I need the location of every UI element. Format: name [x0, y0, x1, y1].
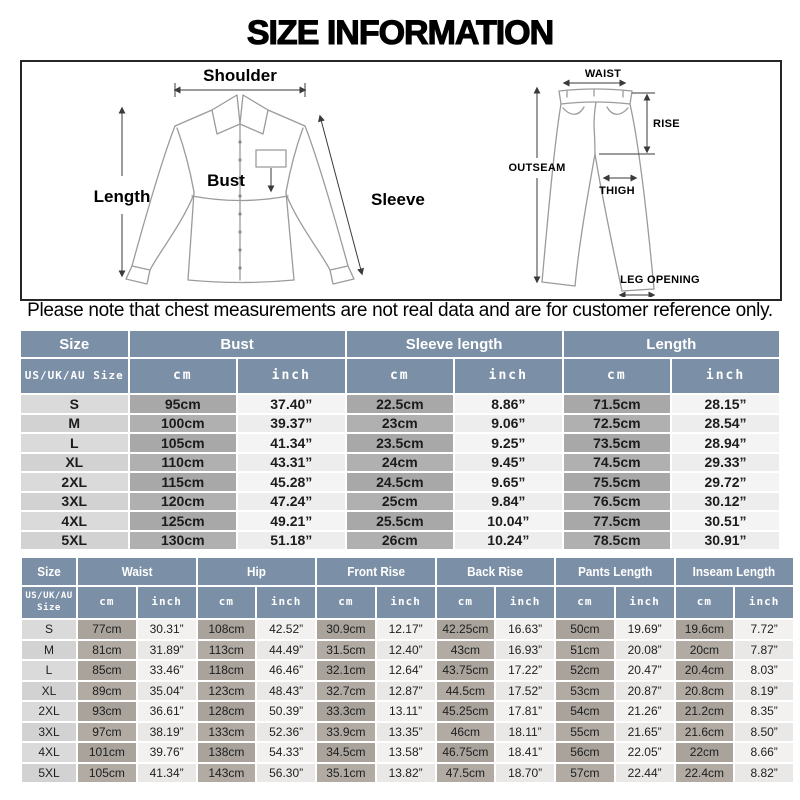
measurement-cell: 28.94”: [672, 434, 779, 452]
measurement-cell: 13.58”: [377, 743, 435, 762]
measurement-cell: 73.5cm: [564, 434, 671, 452]
measurement-cell: 7.87”: [735, 641, 793, 660]
measurement-cell: 47.24”: [238, 493, 345, 511]
measurement-cell: 101cm: [78, 743, 136, 762]
reference-note: Please note that chest measurements are not real data and are for customer reference only.: [27, 300, 773, 321]
measurement-cell: 93cm: [78, 702, 136, 721]
thigh-label: THIGH: [599, 185, 635, 197]
subheader-cm: cm: [564, 359, 671, 393]
measurement-cell: 45.28”: [238, 473, 345, 491]
leg-opening-label: LEG OPENING: [620, 274, 700, 286]
measurement-cell: 47.5cm: [437, 764, 495, 783]
measurement-cell: 31.5cm: [317, 641, 375, 660]
measurement-cell: 48.43”: [257, 682, 315, 701]
measurement-cell: 105cm: [78, 764, 136, 783]
measurement-cell: 10.04”: [455, 512, 562, 530]
measurement-cell: 24.5cm: [347, 473, 454, 491]
measurement-cell: 35.1cm: [317, 764, 375, 783]
subheader-cm: cm: [78, 587, 136, 618]
measurement-cell: 24cm: [347, 454, 454, 472]
col-header-back-rise: Back Rise: [437, 558, 555, 585]
measurement-cell: 95cm: [130, 395, 237, 413]
table-row: [22, 661, 793, 680]
size-cell: 5XL: [21, 532, 128, 550]
size-cell: 5XL: [22, 764, 76, 783]
measurement-cell: 16.63”: [496, 620, 554, 639]
size-cell: M: [22, 641, 76, 660]
measurement-cell: 29.72”: [672, 473, 779, 491]
subheader-cm: cm: [437, 587, 495, 618]
measurement-cell: 54cm: [556, 702, 614, 721]
subheader-cm: cm: [317, 587, 375, 618]
table-row: [21, 532, 779, 550]
measurement-cell: 45.25cm: [437, 702, 495, 721]
measurement-cell: 8.66”: [735, 743, 793, 762]
size-cell: S: [21, 395, 128, 413]
measurement-cell: 53cm: [556, 682, 614, 701]
measurement-cell: 77cm: [78, 620, 136, 639]
bust-label: Bust: [207, 171, 245, 190]
measurement-cell: 17.52”: [496, 682, 554, 701]
measurement-cell: 9.84”: [455, 493, 562, 511]
measurement-cell: 25cm: [347, 493, 454, 511]
col-header-bust: Bust: [130, 331, 345, 357]
measurement-cell: 42.25cm: [437, 620, 495, 639]
measurement-cell: 30.91”: [672, 532, 779, 550]
table-row: [22, 641, 793, 660]
table-row: [22, 702, 793, 721]
measurement-cell: 19.6cm: [676, 620, 734, 639]
size-cell: XL: [21, 454, 128, 472]
shirt-size-table: [19, 329, 781, 551]
measurement-cell: 33.9cm: [317, 723, 375, 742]
measurement-cell: 39.37”: [238, 415, 345, 433]
table-row: [21, 454, 779, 472]
measurement-cell: 20.47”: [616, 661, 674, 680]
col-header-inseam-length: Inseam Length: [676, 558, 794, 585]
measurement-cell: 8.35”: [735, 702, 793, 721]
measurement-cell: 52.36”: [257, 723, 315, 742]
measurement-cell: 9.65”: [455, 473, 562, 491]
measurement-cell: 35.04”: [138, 682, 196, 701]
measurement-cell: 105cm: [130, 434, 237, 452]
subheader-cm: cm: [556, 587, 614, 618]
subheader-cm: cm: [198, 587, 256, 618]
table-row: [21, 395, 779, 413]
table-row: [22, 743, 793, 762]
measurement-cell: 55cm: [556, 723, 614, 742]
measurement-cell: 78.5cm: [564, 532, 671, 550]
measurement-cell: 49.21”: [238, 512, 345, 530]
size-cell: L: [21, 434, 128, 452]
measurement-cell: 54.33”: [257, 743, 315, 762]
measurement-cell: 20.87”: [616, 682, 674, 701]
measurement-cell: 72.5cm: [564, 415, 671, 433]
measurement-cell: 18.11”: [496, 723, 554, 742]
table-row: [21, 473, 779, 491]
measurement-cell: 28.54”: [672, 415, 779, 433]
subheader-inch: inch: [138, 587, 196, 618]
measurement-cell: 43.75cm: [437, 661, 495, 680]
subheader-inch: inch: [672, 359, 779, 393]
measurement-cell: 13.82”: [377, 764, 435, 783]
measurement-cell: 34.5cm: [317, 743, 375, 762]
measurement-cell: 23cm: [347, 415, 454, 433]
col-header-front-rise: Front Rise: [317, 558, 435, 585]
measurement-cell: 37.40”: [238, 395, 345, 413]
measurement-cell: 118cm: [198, 661, 256, 680]
table-row: [22, 682, 793, 701]
measurement-cell: 17.81”: [496, 702, 554, 721]
measurement-cell: 22.05”: [616, 743, 674, 762]
measurement-cell: 125cm: [130, 512, 237, 530]
length-label: Length: [93, 187, 151, 206]
col-header-hip: Hip: [198, 558, 316, 585]
table-row: [21, 493, 779, 511]
measurement-cell: 20.08”: [616, 641, 674, 660]
subheader-inch: inch: [377, 587, 435, 618]
measurement-cell: 32.7cm: [317, 682, 375, 701]
measurement-cell: 8.19”: [735, 682, 793, 701]
measurement-cell: 23.5cm: [347, 434, 454, 452]
table-row: [22, 620, 793, 639]
measurement-cell: 8.86”: [455, 395, 562, 413]
measurement-cell: 22.44”: [616, 764, 674, 783]
measurement-cell: 51cm: [556, 641, 614, 660]
measurement-cell: 12.87”: [377, 682, 435, 701]
measurement-cell: 20.8cm: [676, 682, 734, 701]
measurement-cell: 71.5cm: [564, 395, 671, 413]
measurement-cell: 113cm: [198, 641, 256, 660]
subheader-size-standard: US/UK/AU Size: [21, 359, 128, 393]
measurement-cell: 9.45”: [455, 454, 562, 472]
measurement-cell: 17.22”: [496, 661, 554, 680]
measurement-cell: 8.03”: [735, 661, 793, 680]
measurement-cell: 33.3cm: [317, 702, 375, 721]
measurement-cell: 123cm: [198, 682, 256, 701]
size-cell: M: [21, 415, 128, 433]
measurement-cell: 57cm: [556, 764, 614, 783]
measurement-cell: 74.5cm: [564, 454, 671, 472]
measurement-cell: 110cm: [130, 454, 237, 472]
size-cell: 4XL: [21, 512, 128, 530]
measurement-diagram-box: [20, 60, 782, 301]
col-header-pants-length: Pants Length: [556, 558, 674, 585]
measurement-cell: 22cm: [676, 743, 734, 762]
subheader-cm: cm: [130, 359, 237, 393]
outseam-label: OUTSEAM: [508, 162, 566, 174]
table-row: [21, 415, 779, 433]
measurement-cell: 21.6cm: [676, 723, 734, 742]
measurement-cell: 31.89”: [138, 641, 196, 660]
size-cell: L: [22, 661, 76, 680]
measurement-cell: 21.65”: [616, 723, 674, 742]
measurement-cell: 50cm: [556, 620, 614, 639]
measurement-cell: 46.46”: [257, 661, 315, 680]
measurement-cell: 44.49”: [257, 641, 315, 660]
table-row: [22, 764, 793, 783]
measurement-cell: 12.40”: [377, 641, 435, 660]
measurement-cell: 21.26”: [616, 702, 674, 721]
sleeve-label: Sleeve: [371, 190, 425, 209]
pants-size-table: [20, 556, 795, 784]
measurement-cell: 56.30”: [257, 764, 315, 783]
col-header-size: Size: [22, 558, 76, 585]
measurement-cell: 81cm: [78, 641, 136, 660]
measurement-cell: 7.72”: [735, 620, 793, 639]
measurement-cell: 138cm: [198, 743, 256, 762]
measurement-cell: 130cm: [130, 532, 237, 550]
measurement-cell: 50.39”: [257, 702, 315, 721]
measurement-cell: 108cm: [198, 620, 256, 639]
measurement-cell: 52cm: [556, 661, 614, 680]
measurement-cell: 42.52”: [257, 620, 315, 639]
subheader-inch: inch: [496, 587, 554, 618]
subheader-inch: inch: [735, 587, 793, 618]
rise-label: RISE: [653, 118, 680, 130]
measurement-cell: 12.17”: [377, 620, 435, 639]
measurement-cell: 29.33”: [672, 454, 779, 472]
measurement-cell: 46.75cm: [437, 743, 495, 762]
subheader-inch: inch: [616, 587, 674, 618]
measurement-cell: 28.15”: [672, 395, 779, 413]
measurement-cell: 8.82”: [735, 764, 793, 783]
shirt-pocket: [256, 150, 286, 167]
size-cell: XL: [22, 682, 76, 701]
size-cell: 3XL: [22, 723, 76, 742]
measurement-cell: 30.12”: [672, 493, 779, 511]
measurement-cell: 10.24”: [455, 532, 562, 550]
size-cell: 3XL: [21, 493, 128, 511]
measurement-cell: 13.35”: [377, 723, 435, 742]
measurement-cell: 97cm: [78, 723, 136, 742]
measurement-cell: 89cm: [78, 682, 136, 701]
page-title: SIZE INFORMATION: [246, 14, 554, 52]
col-header-length: Length: [564, 331, 779, 357]
measurement-cell: 33.46”: [138, 661, 196, 680]
measurement-cell: 8.50”: [735, 723, 793, 742]
measurement-cell: 115cm: [130, 473, 237, 491]
measurement-cell: 12.64”: [377, 661, 435, 680]
size-cell: 2XL: [22, 702, 76, 721]
measurement-cell: 100cm: [130, 415, 237, 433]
measurement-cell: 25.5cm: [347, 512, 454, 530]
measurement-cell: 16.93”: [496, 641, 554, 660]
measurement-cell: 30.9cm: [317, 620, 375, 639]
measurement-cell: 128cm: [198, 702, 256, 721]
measurement-cell: 39.76”: [138, 743, 196, 762]
subheader-size-standard: US/UK/AU Size: [22, 587, 76, 618]
measurement-cell: 56cm: [556, 743, 614, 762]
col-header-size: Size: [21, 331, 128, 357]
measurement-cell: 30.51”: [672, 512, 779, 530]
measurement-cell: 30.31”: [138, 620, 196, 639]
shirt-measurement-diagram: [30, 64, 480, 297]
measurement-cell: 143cm: [198, 764, 256, 783]
subheader-inch: inch: [238, 359, 345, 393]
pants-measurement-diagram: [487, 64, 777, 297]
measurement-cell: 20.4cm: [676, 661, 734, 680]
measurement-cell: 20cm: [676, 641, 734, 660]
subheader-inch: inch: [455, 359, 562, 393]
size-cell: 2XL: [21, 473, 128, 491]
size-cell: 4XL: [22, 743, 76, 762]
measurement-cell: 75.5cm: [564, 473, 671, 491]
measurement-cell: 22.4cm: [676, 764, 734, 783]
sleeve-dimension-arrow: [320, 116, 362, 274]
table-row: [21, 512, 779, 530]
measurement-cell: 133cm: [198, 723, 256, 742]
measurement-cell: 41.34”: [238, 434, 345, 452]
measurement-cell: 18.70”: [496, 764, 554, 783]
measurement-cell: 21.2cm: [676, 702, 734, 721]
measurement-cell: 76.5cm: [564, 493, 671, 511]
measurement-cell: 22.5cm: [347, 395, 454, 413]
measurement-cell: 19.69”: [616, 620, 674, 639]
table-row: [22, 723, 793, 742]
measurement-cell: 41.34”: [138, 764, 196, 783]
table-row: [21, 434, 779, 452]
measurement-cell: 77.5cm: [564, 512, 671, 530]
subheader-cm: cm: [347, 359, 454, 393]
measurement-cell: 13.11”: [377, 702, 435, 721]
measurement-cell: 46cm: [437, 723, 495, 742]
measurement-cell: 43.31”: [238, 454, 345, 472]
measurement-cell: 43cm: [437, 641, 495, 660]
measurement-cell: 44.5cm: [437, 682, 495, 701]
measurement-cell: 9.06”: [455, 415, 562, 433]
col-header-sleeve-length: Sleeve length: [347, 331, 562, 357]
shoulder-label: Shoulder: [203, 66, 277, 85]
measurement-cell: 120cm: [130, 493, 237, 511]
measurement-cell: 38.19”: [138, 723, 196, 742]
measurement-cell: 32.1cm: [317, 661, 375, 680]
measurement-cell: 26cm: [347, 532, 454, 550]
subheader-inch: inch: [257, 587, 315, 618]
col-header-waist: Waist: [78, 558, 196, 585]
measurement-cell: 9.25”: [455, 434, 562, 452]
measurement-cell: 36.61”: [138, 702, 196, 721]
measurement-cell: 18.41”: [496, 743, 554, 762]
waist-label: WAIST: [584, 68, 622, 80]
measurement-cell: 85cm: [78, 661, 136, 680]
subheader-cm: cm: [676, 587, 734, 618]
size-cell: S: [22, 620, 76, 639]
measurement-cell: 51.18”: [238, 532, 345, 550]
